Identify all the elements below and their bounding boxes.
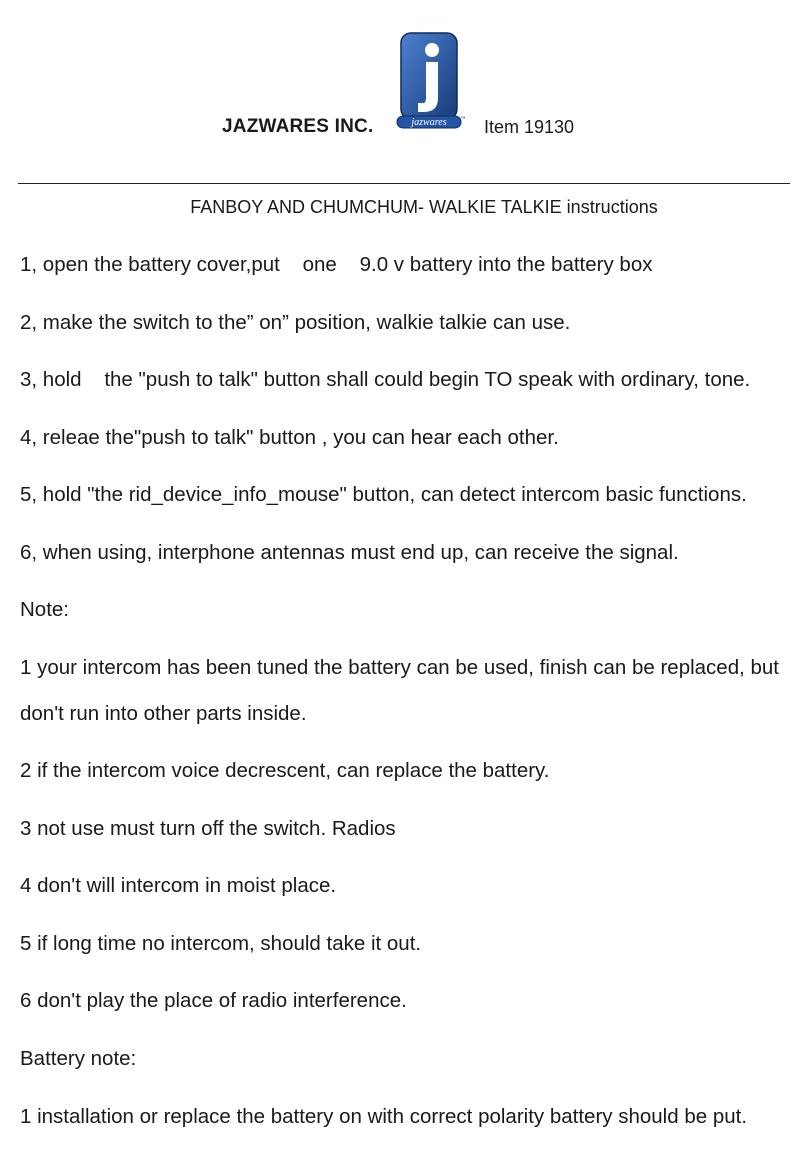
note-1-continued: don't run into other parts inside. [20, 702, 307, 725]
note-2: 2 if the intercom voice decrescent, can replace the battery. [20, 759, 550, 782]
note-6: 6 don't play the place of radio interference. [20, 989, 407, 1012]
document-header [0, 0, 808, 180]
logo-tm: ™ [460, 116, 466, 122]
step-2: 2, make the switch to the” on” position, walkie talkie can use. [20, 311, 571, 334]
note-5: 5 if long time no intercom, should take it out. [20, 932, 422, 955]
note-heading: Note: [20, 598, 69, 621]
battery-note-heading: Battery note: [20, 1047, 137, 1070]
battery-note-1: 1 installation or replace the battery on with correct polarity battery should be put. [20, 1105, 748, 1128]
step-4: 4, releae the"push to talk" button , you can hear each other. [20, 426, 559, 449]
step-3: 3, hold the "push to talk" button shall could begin TO speak with ordinary, tone. [20, 368, 751, 391]
note-4: 4 don't will intercom in moist place. [20, 874, 337, 897]
company-name: JAZWARES INC. [222, 116, 374, 137]
jazwares-logo [396, 30, 466, 135]
item-number: Item 19130 [484, 117, 575, 137]
logo-wordmark: jazwares [411, 117, 447, 128]
note-1: 1 your intercom has been tuned the battery can be used, finish can be replaced, but [20, 656, 779, 679]
note-3: 3 not use must turn off the switch. Radios [20, 817, 396, 840]
step-5: 5, hold "the rid_device_info_mouse" button, can detect intercom basic functions. [20, 483, 747, 506]
document-title: FANBOY AND CHUMCHUM- WALKIE TALKIE instructions [190, 197, 658, 217]
step-6: 6, when using, interphone antennas must end up, can receive the signal. [20, 541, 679, 564]
header-divider [18, 183, 790, 184]
step-1: 1, open the battery cover,put one 9.0 v battery into the battery box [20, 253, 653, 276]
